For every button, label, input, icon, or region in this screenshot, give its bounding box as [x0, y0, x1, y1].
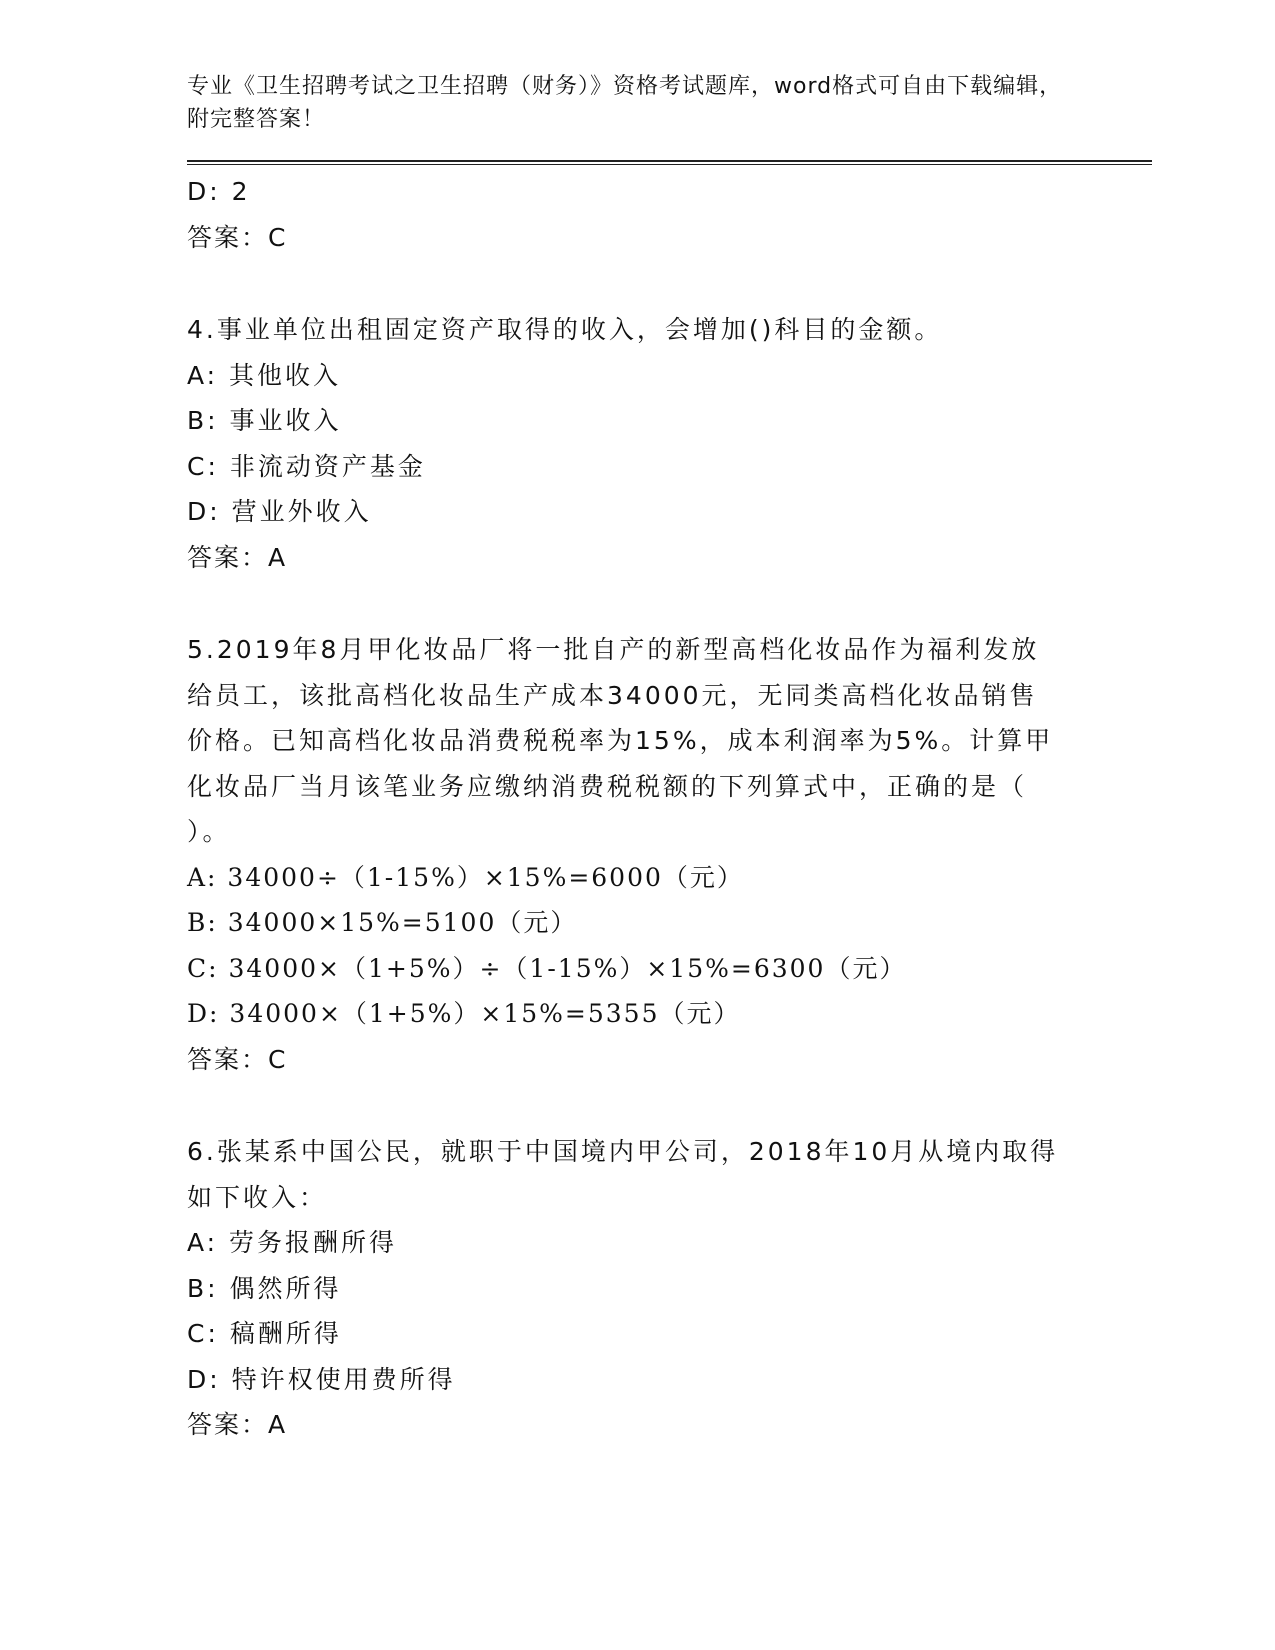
q6-option-d: D: 特许权使用费所得 — [187, 1364, 456, 1394]
q6-stem-line-2: 如下收入： — [187, 1182, 328, 1212]
spacer — [187, 1082, 1147, 1129]
q4-stem: 4.事业单位出租固定资产取得的收入，会增加()科目的金额。 — [187, 315, 943, 344]
q5-stem-line-1: 5.2019年8月甲化妆品厂将一批自产的新型高档化妆品作为福利发放 — [187, 635, 1040, 664]
prev-answer: 答案：C — [187, 222, 288, 252]
q5-option-a: A: 34000÷（1-15%）×15%=6000（元） — [187, 862, 744, 892]
q5-stem-line-5: ）。 — [187, 817, 231, 846]
spacer — [187, 580, 1147, 627]
header-divider — [187, 160, 1152, 165]
q4-answer: 答案：A — [187, 542, 288, 572]
q5-option-c: C: 34000×（1+5%）÷（1-15%）×15%=6300（元） — [187, 953, 907, 983]
q5-answer: 答案：C — [187, 1044, 288, 1074]
q5-stem-line-2: 给员工，该批高档化妆品生产成本34000元，无同类高档化妆品销售 — [187, 680, 1038, 710]
q6-option-b: B: 偶然所得 — [187, 1273, 342, 1303]
q5-stem-line-3: 价格。已知高档化妆品消费税税率为15%，成本利润率为5%。计算甲 — [187, 726, 1054, 755]
q6-stem-line-1: 6.张某系中国公民，就职于中国境内甲公司，2018年10月从境内取得 — [187, 1137, 1059, 1166]
q5-stem-line-4: 化妆品厂当月该笔业务应缴纳消费税税额的下列算式中，正确的是（ — [187, 771, 1028, 801]
spacer — [187, 260, 1147, 307]
q6-option-a: A: 劳务报酬所得 — [187, 1228, 398, 1257]
q4-option-c: C: 非流动资产基金 — [187, 451, 426, 481]
q5-option-b: B: 34000×15%=5100（元） — [187, 908, 578, 937]
q4-option-a: A: 其他收入 — [187, 360, 342, 390]
q4-option-b: B: 事业收入 — [187, 406, 342, 435]
q5-option-d: D: 34000×（1+5%）×15%=5355（元） — [187, 999, 741, 1028]
document-header: 专业《卫生招聘考试之卫生招聘（财务）》资格考试题库，word格式可自由下载编辑，附完整答案！ — [187, 74, 1063, 132]
prev-option-d: D: 2 — [187, 177, 251, 206]
document-page — [187, 70, 1147, 1448]
q6-option-c: C: 稿酬所得 — [187, 1319, 342, 1348]
q4-option-d: D: 营业外收入 — [187, 497, 372, 526]
q6-answer: 答案：A — [187, 1410, 288, 1439]
